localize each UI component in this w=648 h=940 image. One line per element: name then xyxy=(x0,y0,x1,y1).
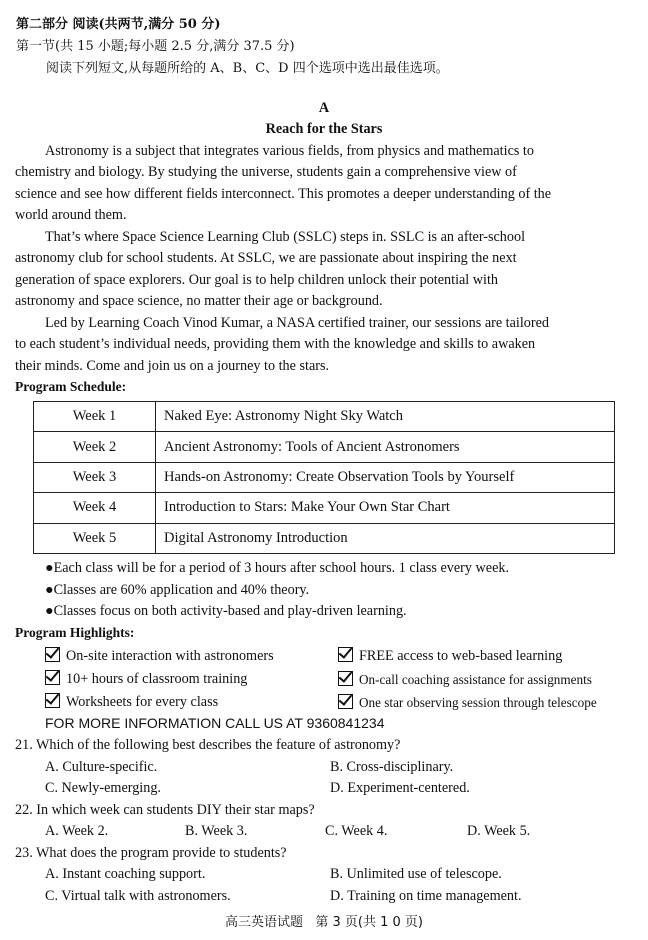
passage-line: astronomy club for school students. At SSLC, we are passionate about inspiring the next xyxy=(15,250,517,266)
table-row xyxy=(34,462,615,492)
passage-line: That’s where Space Science Learning Club (SSLC) steps in. SSLC is an after-school xyxy=(45,229,526,245)
question-option: C. Virtual talk with astronomers. xyxy=(45,888,231,904)
week-cell: Week 3 xyxy=(34,462,156,492)
passage-line: generation of space explorers. Our goal is to help children unlock their potential with xyxy=(15,272,499,288)
contact-line: FOR MORE INFORMATION CALL US AT 9360841234 xyxy=(45,715,385,731)
passage-line: science and see how different fields interconnect. This promotes a deeper understanding of the xyxy=(15,186,552,202)
highlights-label: Program Highlights: xyxy=(15,625,135,640)
question-option: A. Instant coaching support. xyxy=(45,866,206,882)
week-cell: Week 4 xyxy=(34,493,156,523)
checkbox-icon xyxy=(45,693,60,708)
checkbox-icon xyxy=(338,694,353,709)
question-stem: 23. What does the program provide to students? xyxy=(15,845,287,861)
question-stem: 21. Which of the following best describes the feature of astronomy? xyxy=(15,737,401,753)
question-option: A. Week 2. xyxy=(45,823,109,839)
description-cell: Ancient Astronomy: Tools of Ancient Astronomers xyxy=(156,432,615,462)
passage-line: world around them. xyxy=(15,207,127,223)
question-option: A. Culture-specific. xyxy=(45,759,158,775)
highlight-item: 10+ hours of classroom training xyxy=(45,670,247,688)
question-option: B. Unlimited use of telescope. xyxy=(330,866,502,882)
schedule-label: Program Schedule: xyxy=(15,379,127,394)
description-cell: Introduction to Stars: Make Your Own Star Chart xyxy=(156,493,615,523)
passage-title: Reach for the Stars xyxy=(265,121,383,137)
checkbox-icon xyxy=(45,670,60,685)
checkbox-icon xyxy=(338,647,353,662)
passage-line: Led by Learning Coach Vinod Kumar, a NASA certified trainer, our sessions are tailored xyxy=(45,315,550,331)
highlight-item: On-call coaching assistance for assignments xyxy=(338,671,592,688)
question-option: B. Week 3. xyxy=(185,823,248,839)
passage-letter: A xyxy=(318,100,330,116)
highlight-item: One star observing session through telescope xyxy=(338,694,597,711)
checkbox-icon xyxy=(45,647,60,662)
subsection-header: 第一节(共 15 小题;每小题 2.5 分,满分 37.5 分) xyxy=(16,39,295,54)
description-cell: Hands-on Astronomy: Create Observation Tools by Yourself xyxy=(156,462,615,492)
week-cell: Week 5 xyxy=(34,523,156,553)
question-option: D. Week 5. xyxy=(467,823,531,839)
bullet-item: ● Each class will be for a period of 3 hours after school hours. 1 class every week. xyxy=(45,560,509,577)
question-stem: 22. In which week can students DIY their star maps? xyxy=(15,802,315,818)
description-cell: Digital Astronomy Introduction xyxy=(156,523,615,553)
checkbox-icon xyxy=(338,671,353,686)
passage-line: to each student’s individual needs, providing them with the knowledge and skills to awaken xyxy=(15,336,536,352)
question-option: C. Week 4. xyxy=(325,823,388,839)
bullet-item: ● Classes focus on both activity-based and play-driven learning. xyxy=(45,603,407,620)
instruction: 阅读下列短文,从每题所给的 A、B、C、D 四个选项中选出最佳选项。 xyxy=(46,61,449,76)
schedule-table xyxy=(33,401,615,554)
passage-line: Astronomy is a subject that integrates various fields, from physics and mathematics to xyxy=(45,143,534,159)
question-option: D. Experiment-centered. xyxy=(330,780,470,796)
bullet-item: ● Classes are 60% application and 40% theory. xyxy=(45,582,309,599)
highlight-item: Worksheets for every class xyxy=(45,693,218,711)
highlight-item: On-site interaction with astronomers xyxy=(45,647,274,665)
week-cell: Week 1 xyxy=(34,402,156,432)
week-cell: Week 2 xyxy=(34,432,156,462)
table-row xyxy=(34,402,615,432)
table-row xyxy=(34,493,615,523)
question-option: B. Cross-disciplinary. xyxy=(330,759,454,775)
passage-line: astronomy and space science, no matter their age or background. xyxy=(15,293,383,309)
table-row xyxy=(34,523,615,553)
passage-line: their minds. Come and join us on a journey to the stars. xyxy=(15,358,330,374)
section-header: 第二部分 阅读(共两节,满分 50 分) xyxy=(16,17,221,32)
page-footer: 高三英语试题 第 3 页(共 1 0 页) xyxy=(224,915,423,930)
question-option: C. Newly-emerging. xyxy=(45,780,161,796)
question-option: D. Training on time management. xyxy=(330,888,522,904)
passage-line: chemistry and biology. By studying the universe, students gain a comprehensive view of xyxy=(15,164,517,180)
description-cell: Naked Eye: Astronomy Night Sky Watch xyxy=(156,402,615,432)
highlight-item: FREE access to web-based learning xyxy=(338,647,562,665)
table-row xyxy=(34,432,615,462)
